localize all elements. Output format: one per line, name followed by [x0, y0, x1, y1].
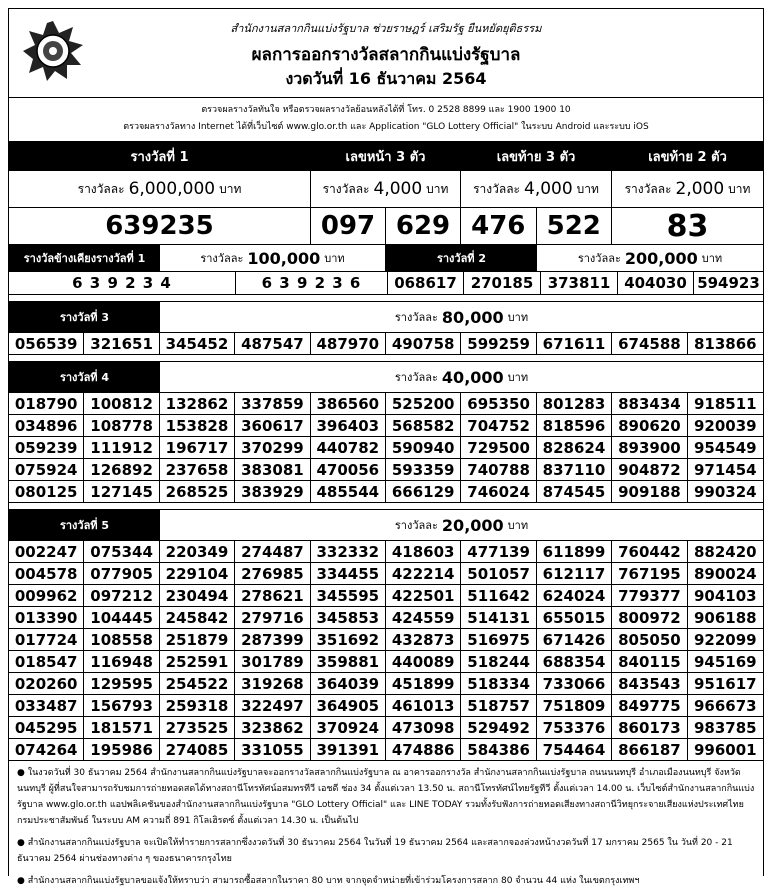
fourth-prize-number: 370299: [235, 437, 310, 459]
fourth-prize-number: 837110: [537, 459, 612, 481]
first-prize-heading: รางวัลที่ 1: [9, 142, 310, 171]
fifth-prize-number: 945169: [688, 651, 763, 673]
fifth-prize-number: 104445: [84, 607, 159, 629]
fifth-prize-number: 020260: [9, 673, 84, 695]
fourth-prize-number: 695350: [461, 393, 536, 415]
fifth-prize-number: 278621: [235, 585, 310, 607]
fifth-prize-number: 461013: [386, 695, 461, 717]
fifth-prize-number: 514131: [461, 607, 536, 629]
fifth-prize-number: 840115: [612, 651, 687, 673]
fifth-prize-number: 364039: [311, 673, 386, 695]
fifth-prize-number: 511642: [461, 585, 536, 607]
fifth-prize-number: 996001: [688, 739, 763, 761]
fifth-prize-number: 220349: [160, 541, 235, 563]
fourth-prize-number: 360617: [235, 415, 310, 437]
fifth-prize-number: 418603: [386, 541, 461, 563]
fifth-prize-grid: [9, 541, 763, 761]
sheet-header: [9, 9, 763, 98]
back3-number: 522: [546, 211, 601, 241]
third-prize-number: 599259: [461, 333, 536, 355]
fourth-prize-number: 904872: [612, 459, 687, 481]
fifth-prize-number: 274085: [160, 739, 235, 761]
fifth-prize-number: 323862: [235, 717, 310, 739]
third-prize-grid: [9, 333, 763, 355]
fourth-prize-number: 593359: [386, 459, 461, 481]
fourth-prize-grid: [9, 393, 763, 503]
fifth-prize-number: 370924: [311, 717, 386, 739]
fourth-prize-amount: รางวัลละ 40,000 บาท: [394, 367, 529, 387]
fifth-prize-number: 018547: [9, 651, 84, 673]
near-second-bar: [9, 245, 763, 272]
fifth-prize-number: 319268: [235, 673, 310, 695]
second-prize-number: 270185: [464, 272, 541, 294]
second-prize-number: 404030: [618, 272, 694, 294]
fourth-prize-number: 954549: [688, 437, 763, 459]
third-prize-number: 674588: [612, 333, 687, 355]
fifth-prize-number: 252591: [160, 651, 235, 673]
fifth-prize-number: 129595: [84, 673, 159, 695]
near-second-numbers: [9, 272, 763, 295]
third-prize-number: 487970: [311, 333, 386, 355]
fifth-prize-number: 849775: [612, 695, 687, 717]
back3-heading: เลขท้าย 3 ตัว: [461, 142, 611, 171]
fourth-prize-number: 075924: [9, 459, 84, 481]
fourth-prize-label: รางวัลที่ 4: [9, 362, 160, 392]
fifth-prize-number: 230494: [160, 585, 235, 607]
fifth-prize-number: 424559: [386, 607, 461, 629]
fifth-prize-number: 882420: [688, 541, 763, 563]
fifth-prize-number: 004578: [9, 563, 84, 585]
fourth-prize-number: 059239: [9, 437, 84, 459]
fifth-prize-number: 624024: [537, 585, 612, 607]
fifth-prize-number: 017724: [9, 629, 84, 651]
fifth-prize-number: 254522: [160, 673, 235, 695]
fourth-prize-number: 127145: [84, 481, 159, 503]
second-prize-label: รางวัลที่ 2: [386, 245, 537, 271]
fifth-prize-number: 273525: [160, 717, 235, 739]
near-prize-number: 6 3 9 2 3 4: [9, 272, 236, 294]
fifth-prize-number: 074264: [9, 739, 84, 761]
fourth-prize-number: 909188: [612, 481, 687, 503]
fifth-prize-number: 866187: [612, 739, 687, 761]
fifth-prize-number: 033487: [9, 695, 84, 717]
fourth-prize-number: 111912: [84, 437, 159, 459]
fourth-prize-number: 268525: [160, 481, 235, 503]
fifth-prize-number: 116948: [84, 651, 159, 673]
back3-block: [461, 142, 612, 245]
fourth-prize-number: 034896: [9, 415, 84, 437]
front3-number: 629: [395, 211, 451, 241]
fifth-prize-number: 229104: [160, 563, 235, 585]
fifth-prize-number: 274487: [235, 541, 310, 563]
third-prize-amount: รางวัลละ 80,000 บาท: [394, 307, 529, 327]
fourth-prize-number: 396403: [311, 415, 386, 437]
fifth-prize-number: 501057: [461, 563, 536, 585]
fourth-prize-number: 666129: [386, 481, 461, 503]
second-prize-number: 373811: [541, 272, 618, 294]
fifth-prize-number: 477139: [461, 541, 536, 563]
fifth-prize-bar: [9, 510, 763, 541]
fifth-prize-number: 843543: [612, 673, 687, 695]
fifth-prize-number: 245842: [160, 607, 235, 629]
third-prize-number: 671611: [537, 333, 612, 355]
fifth-prize-number: 077905: [84, 563, 159, 585]
fifth-prize-number: 432873: [386, 629, 461, 651]
fifth-prize-number: 097212: [84, 585, 159, 607]
fifth-prize-number: 733066: [537, 673, 612, 695]
front3-number: 097: [311, 208, 386, 244]
fifth-prize-number: 688354: [537, 651, 612, 673]
fourth-prize-number: 590940: [386, 437, 461, 459]
second-prize-number: 068617: [388, 272, 464, 294]
fifth-prize-number: 181571: [84, 717, 159, 739]
check-info-phone: ตรวจผลรางวัลทันใจ หรือตรวจผลรางวัลย้อนหลังได้ที่ โทร. 0 2528 8899 และ 1900 1900 10: [201, 105, 571, 115]
fifth-prize-amount: รางวัลละ 20,000 บาท: [394, 515, 529, 535]
fifth-prize-number: 760442: [612, 541, 687, 563]
fifth-prize-number: 518334: [461, 673, 536, 695]
fourth-prize-number: 729500: [461, 437, 536, 459]
check-info-internet: ตรวจผลรางวัลทาง Internet ได้ที่เว็บไซต์ www.glo.or.th และ Application "GLO Lottery Official" ในระบบ Android และระบบ iOS: [123, 122, 649, 132]
fifth-prize-number: 301789: [235, 651, 310, 673]
fourth-prize-number: 990324: [688, 481, 763, 503]
fourth-prize-number: 828624: [537, 437, 612, 459]
fifth-prize-number: 009962: [9, 585, 84, 607]
fifth-prize-number: 518244: [461, 651, 536, 673]
note-paragraph: ● สำนักงานสลากกินแบ่งรัฐบาล จะเปิดให้ทำรายการสลากซึ่งงวดวันที่ 30 ธันวาคม 2564 ในวันที่ 19 ธันวาคม 2564 และสลากจองล่วงหน้างวดวันที่ 17 มกราคม 2565 ใน วันที่ 20 - 21 ธันวาคม 2564 ผ่านช่องทางต่าง ๆ ของธนาคารกรุงไทย: [17, 838, 733, 864]
front3-block: [311, 142, 461, 245]
fifth-prize-number: 391391: [311, 739, 386, 761]
near-prize-number: 6 3 9 2 3 6: [236, 272, 388, 294]
third-prize-number: 490758: [386, 333, 461, 355]
back2-block: [612, 142, 763, 245]
fourth-prize-number: 018790: [9, 393, 84, 415]
fifth-prize-number: 474886: [386, 739, 461, 761]
fifth-prize-number: 906188: [688, 607, 763, 629]
fifth-prize-number: 195986: [84, 739, 159, 761]
fifth-prize-number: 334455: [311, 563, 386, 585]
fifth-prize-number: 422501: [386, 585, 461, 607]
fourth-prize-number: 383081: [235, 459, 310, 481]
fifth-prize-number: 516975: [461, 629, 536, 651]
fourth-prize-number: 237658: [160, 459, 235, 481]
fourth-prize-number: 440782: [311, 437, 386, 459]
third-prize-number: 487547: [235, 333, 310, 355]
near-prize-amount: รางวัลละ 100,000 บาท: [160, 245, 386, 271]
draw-date: งวดวันที่ 16 ธันวาคม 2564: [285, 69, 487, 88]
fifth-prize-number: 276985: [235, 563, 310, 585]
fifth-prize-number: 518757: [461, 695, 536, 717]
fifth-prize-number: 322497: [235, 695, 310, 717]
fifth-prize-number: 331055: [235, 739, 310, 761]
fourth-prize-number: 740788: [461, 459, 536, 481]
fourth-prize-number: 126892: [84, 459, 159, 481]
third-prize-number: 345452: [160, 333, 235, 355]
third-prize-number: 321651: [84, 333, 159, 355]
fifth-prize-number: 922099: [688, 629, 763, 651]
fourth-prize-number: 920039: [688, 415, 763, 437]
note-paragraph: ● สำนักงานสลากกินแบ่งรัฐบาลขอแจ้งให้ทราบว่า สามารถซื้อสลากในราคา 80 บาท จากจุดจำหน่ายที่เข้าร่วมโครงการสลาก 80 จำนวน 44 แห่ง ในเขตกรุงเทพฯ: [17, 876, 640, 886]
fifth-prize-number: 779377: [612, 585, 687, 607]
fourth-prize-number: 704752: [461, 415, 536, 437]
fourth-prize-number: 100812: [84, 393, 159, 415]
fourth-prize-number: 132862: [160, 393, 235, 415]
back2-amount: รางวัลละ 2,000 บาท: [612, 171, 763, 208]
fourth-prize-bar: [9, 362, 763, 393]
check-info: [9, 98, 763, 142]
near-prize-label: รางวัลข้างเคียงรางวัลที่ 1: [9, 245, 160, 271]
fifth-prize-number: 983785: [688, 717, 763, 739]
fifth-prize-number: 251879: [160, 629, 235, 651]
fifth-prize-number: 800972: [612, 607, 687, 629]
fifth-prize-number: 364905: [311, 695, 386, 717]
fifth-prize-label: รางวัลที่ 5: [9, 510, 160, 540]
back3-amount: รางวัลละ 4,000 บาท: [461, 171, 611, 208]
fifth-prize-number: 611899: [537, 541, 612, 563]
notes: [9, 761, 763, 889]
fifth-prize-number: 045295: [9, 717, 84, 739]
fourth-prize-number: 080125: [9, 481, 84, 503]
fourth-prize-number: 153828: [160, 415, 235, 437]
fourth-prize-number: 383929: [235, 481, 310, 503]
fifth-prize-number: 345595: [311, 585, 386, 607]
lottery-result-sheet: [8, 8, 764, 886]
second-prize-number: 594923: [697, 274, 760, 292]
fourth-prize-number: 568582: [386, 415, 461, 437]
fifth-prize-number: 156793: [84, 695, 159, 717]
fourth-prize-number: 196717: [160, 437, 235, 459]
first-prize-block: [9, 142, 311, 245]
fourth-prize-number: 818596: [537, 415, 612, 437]
fifth-prize-number: 951617: [688, 673, 763, 695]
fifth-prize-number: 805050: [612, 629, 687, 651]
fourth-prize-number: 918511: [688, 393, 763, 415]
fifth-prize-number: 655015: [537, 607, 612, 629]
fourth-prize-number: 746024: [461, 481, 536, 503]
fourth-prize-number: 971454: [688, 459, 763, 481]
fifth-prize-number: 440089: [386, 651, 461, 673]
fifth-prize-number: 904103: [688, 585, 763, 607]
third-prize-bar: [9, 302, 763, 333]
fifth-prize-number: 767195: [612, 563, 687, 585]
fifth-prize-number: 751809: [537, 695, 612, 717]
fifth-prize-number: 584386: [461, 739, 536, 761]
fourth-prize-number: 108778: [84, 415, 159, 437]
third-prize-label: รางวัลที่ 3: [9, 302, 160, 332]
front3-amount: รางวัลละ 4,000 บาท: [311, 171, 460, 208]
fifth-prize-number: 612117: [537, 563, 612, 585]
back3-number: 476: [461, 208, 537, 244]
back2-heading: เลขท้าย 2 ตัว: [612, 142, 763, 171]
fifth-prize-number: 075344: [84, 541, 159, 563]
first-prize-amount: รางวัลละ 6,000,000 บาท: [9, 171, 310, 208]
fifth-prize-number: 279716: [235, 607, 310, 629]
page-title: ผลการออกรางวัลสลากกินแบ่งรัฐบาล: [251, 45, 521, 65]
org-motto: สำนักงานสลากกินแบ่งรัฐบาล ช่วยราษฎร์ เสริมรัฐ ยืนหยัดยุติธรรม: [230, 22, 542, 35]
fifth-prize-number: 351692: [311, 629, 386, 651]
fourth-prize-number: 525200: [386, 393, 461, 415]
fifth-prize-number: 966673: [688, 695, 763, 717]
fifth-prize-number: 753376: [537, 717, 612, 739]
fourth-prize-number: 874545: [537, 481, 612, 503]
fifth-prize-number: 473098: [386, 717, 461, 739]
top-prizes: [9, 142, 763, 245]
fifth-prize-number: 108558: [84, 629, 159, 651]
third-prize-number: 056539: [9, 333, 84, 355]
fifth-prize-number: 259318: [160, 695, 235, 717]
fourth-prize-number: 470056: [311, 459, 386, 481]
fifth-prize-number: 332332: [311, 541, 386, 563]
note-paragraph: ● ในงวดวันที่ 30 ธันวาคม 2564 สำนักงานสลากกินแบ่งรัฐบาลจะออกรางวัลสลากกินแบ่งรัฐบาล ณ อาคารออกรางวัล สำนักงานสลากกินแบ่งรัฐบาล ถนนนนทบุรี อำเภอเมืองนนทบุรี จังหวัดนนทบุรี ผู้ที่สนใจสามารถรับชมการถ่ายทอดสดได้ทางสถานีโทรทัศน์อสมทรทีวี เอชดี ช่อง 34 ตั้งแต่เวลา 13.50 น. สถานีโทรทัศน์ไทยรัฐทีวี ตั้งแต่เวลา 14.00 น. เว็บไซต์สำนักงานสลากกินแบ่งรัฐบาล www.glo.or.th แอปพลิเคชันของสำนักงานสลากกินแบ่งรัฐบาล "GLO Lottery Official" และ LINE TODAY รวมทั้งรับฟังการถ่ายทอดเสียงทางสถานีวิทยุกระจายเสียงแห่งประเทศไทย กรมประชาสัมพันธ์ ในระบบ AM ความถี่ 891 กิโลเฮิรตซ์ ตั้งแต่เวลา 14.30 น. เป็นต้นไป: [17, 768, 755, 826]
fifth-prize-number: 860173: [612, 717, 687, 739]
fourth-prize-number: 801283: [537, 393, 612, 415]
second-prize-amount: รางวัลละ 200,000 บาท: [577, 248, 723, 268]
fourth-prize-number: 890620: [612, 415, 687, 437]
fifth-prize-number: 529492: [461, 717, 536, 739]
fifth-prize-number: 002247: [9, 541, 84, 563]
back2-number: 83: [666, 208, 709, 244]
fifth-prize-number: 287399: [235, 629, 310, 651]
first-prize-number: 639235: [105, 211, 214, 241]
fifth-prize-number: 359881: [311, 651, 386, 673]
fourth-prize-number: 893900: [612, 437, 687, 459]
fifth-prize-number: 013390: [9, 607, 84, 629]
fifth-prize-number: 890024: [688, 563, 763, 585]
fourth-prize-number: 337859: [235, 393, 310, 415]
fourth-prize-number: 485544: [311, 481, 386, 503]
fifth-prize-number: 345853: [311, 607, 386, 629]
fifth-prize-number: 451899: [386, 673, 461, 695]
fifth-prize-number: 754464: [537, 739, 612, 761]
fifth-prize-number: 671426: [537, 629, 612, 651]
fourth-prize-number: 386560: [311, 393, 386, 415]
fourth-prize-number: 883434: [612, 393, 687, 415]
third-prize-number: 813866: [688, 333, 763, 355]
fifth-prize-number: 422214: [386, 563, 461, 585]
front3-heading: เลขหน้า 3 ตัว: [311, 142, 460, 171]
